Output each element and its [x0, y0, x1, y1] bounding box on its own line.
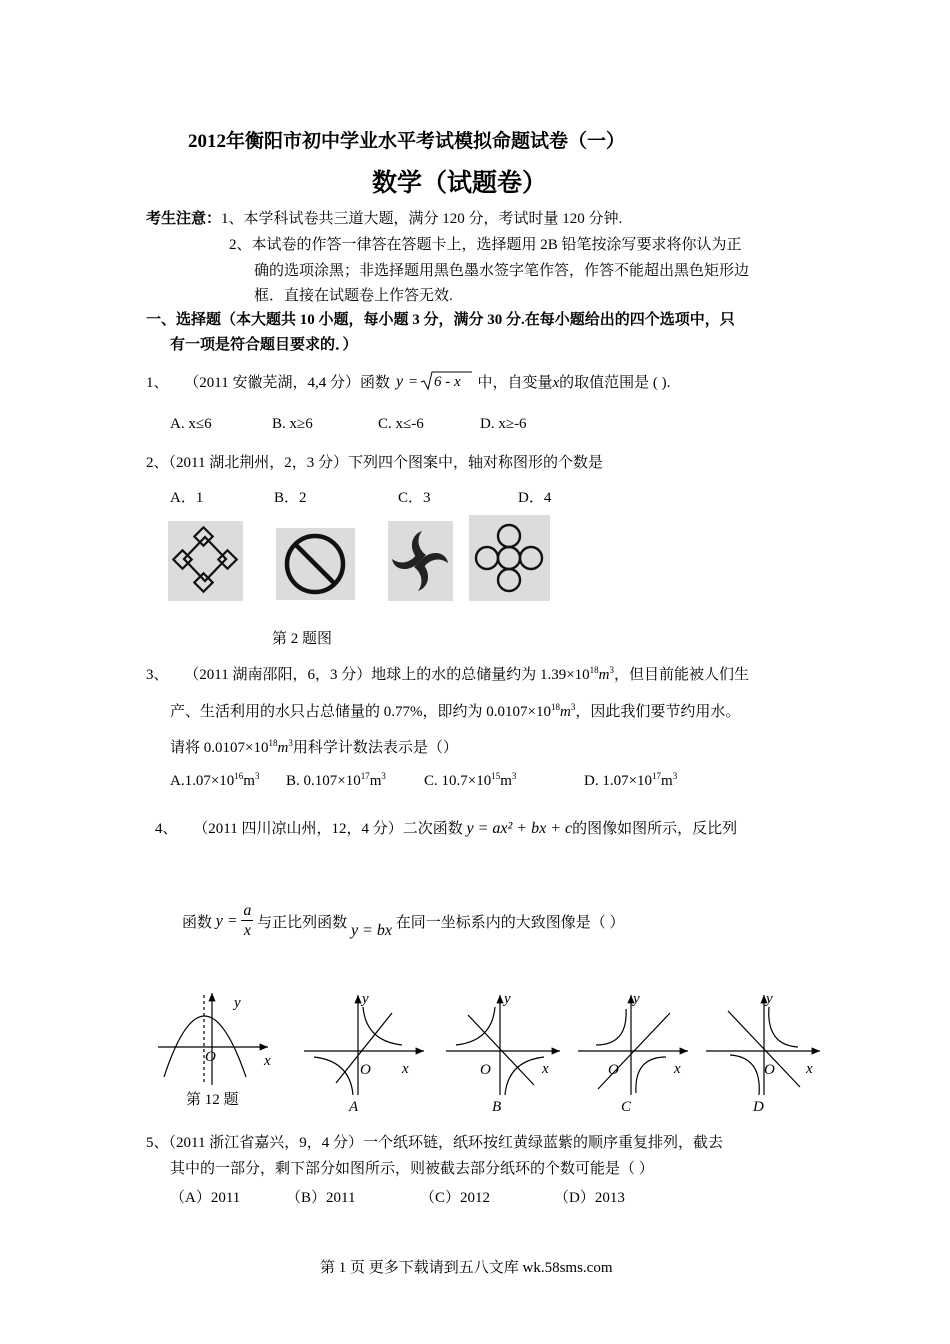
question-2 [146, 451, 603, 472]
q4-formula-2: y = bx [350, 921, 392, 939]
q3-line-2-unit-exp: 3 [570, 702, 576, 712]
q5-option-b: （B）2011 [286, 1190, 356, 1206]
section-1-heading-2: 有一项是符合题目要求的．） [170, 337, 358, 353]
q3-line-1 [146, 663, 749, 684]
circle-slash-svg [276, 528, 355, 600]
q3-option-a-unit: m [243, 773, 255, 789]
notice-item-2-line-2: 确的选项涂黑；非选择题用黑色墨水签字笔作答，作答不能超出黑色矩形边 [254, 263, 750, 279]
q3-option-a-base: A.1.07×10 [170, 773, 235, 789]
graph-b-y-label: y [504, 991, 511, 1007]
diamond-squares-svg [168, 521, 243, 601]
q3-line-1-unit-exp: 3 [609, 665, 615, 675]
graph-b-x-label: x [542, 1061, 549, 1077]
q4-line-1a: （2011 四川凉山州，12，4 分）二次函数 [193, 821, 463, 837]
circle-slash-figure [276, 528, 355, 600]
q5-line-2: 其中的一部分，剩下部分如图所示，则被截去部分纸环的个数可能是（ ） [170, 1161, 654, 1177]
graph-d-origin: O [764, 1062, 775, 1078]
q2-option-a: A．1 [170, 490, 204, 506]
four-circles-svg [469, 515, 550, 601]
notice-line-1 [146, 207, 622, 228]
q1-formula-svg [394, 370, 474, 392]
q3-option-b-exp: 17 [360, 771, 370, 781]
graph-b-line [468, 1015, 534, 1085]
q3-option-c-base: C. 10.7×10 [424, 773, 492, 789]
graph-b-origin: O [480, 1062, 491, 1078]
q3-line-2-exp: 18 [550, 702, 560, 712]
q3-line-2 [170, 700, 740, 721]
q4-line-2b: 与正比列函数 [257, 915, 348, 931]
graph-d-label: D [753, 1099, 764, 1115]
page-footer: 第 1 页 更多下载请到五八文库 wk.58sms.com [320, 1260, 613, 1276]
q2-option-c: C．3 [398, 490, 431, 506]
q4-graphs [150, 985, 830, 1120]
q5-option-a: （A）2011 [170, 1190, 241, 1206]
graph-c-y-label: y [633, 991, 640, 1007]
q4-line-2 [182, 902, 624, 948]
graph-d-hyperbola-2 [730, 1055, 759, 1095]
graph-c-label: C [621, 1099, 632, 1115]
q3-option-d-exp: 17 [652, 771, 662, 781]
pinwheel-figure [388, 521, 453, 601]
q5-option-c: （C）2012 [420, 1190, 491, 1206]
q1-formula [394, 370, 474, 392]
q3-option-c-unit: m [500, 773, 512, 789]
q1-var: x [552, 375, 560, 391]
q1-option-c: C. x≤-6 [378, 416, 424, 432]
q3-option-c-exp: 15 [491, 771, 501, 781]
q3-line-3-unit-exp: 3 [288, 738, 293, 748]
q4-line-1b: 的图像如图所示，反比列 [572, 821, 738, 837]
notice-item-2-line-3: 框．直接在试题卷上作答无效. [254, 288, 453, 304]
q3-line-3b: 用科学计数法表示是（） [292, 740, 458, 756]
q4-frac-den: x [243, 922, 251, 939]
graph-a-y-label: y [362, 991, 369, 1007]
notice-item-2-line-1: 2、本试卷的作答一律答在答题卡上，选择题用 2B 铅笔按涂写要求将你认为正 [229, 237, 742, 253]
q4-line-2a: 函数 [182, 915, 213, 931]
diamond-squares-figure [168, 521, 243, 601]
graph-d-hyperbola-1 [769, 1007, 798, 1047]
q1-formula-eq: = [407, 374, 418, 390]
q1-text-mid: 中，自变量 [477, 375, 553, 391]
graph-d-y-label: y [766, 991, 773, 1007]
q4-line-2c: 在同一坐标系内的大致图像是（ ） [395, 915, 625, 931]
q2-caption: 第 2 题图 [272, 631, 333, 647]
question-1 [146, 370, 670, 392]
exam-subtitle: 数学（试题卷） [372, 170, 548, 197]
q3-option-a-exp: 16 [234, 771, 244, 781]
q3-option-a-uexp: 3 [254, 771, 260, 781]
q3-line-3-unit: m [277, 740, 289, 756]
notice-item-1: 1、本学科试卷共三道大题，满分 120 分，考试时量 120 分钟. [221, 211, 623, 227]
q3-line-2-unit: m [559, 704, 571, 720]
graph-b-hyperbola-2 [505, 1057, 544, 1095]
q1-option-b: B. x≥6 [272, 416, 313, 432]
q5-text-1: （2011 浙江省嘉兴，9，4 分）一个纸环链，纸环按红黄绿蓝紫的顺序重复排列，截去 [168, 1135, 723, 1151]
graph-a-hyperbola-2 [314, 1057, 353, 1095]
q3-option-b-uexp: 3 [381, 771, 386, 781]
section-1-heading: 一、选择题（本大题共 10 小题，每小题 3 分，满分 30 分.在每小题给出的四个选项中，只 [146, 312, 735, 328]
graph-d-x-label: x [806, 1061, 813, 1077]
q4-frac-num: a [243, 902, 252, 919]
q3-option-b-base: B. 0.107×10 [286, 773, 361, 789]
q3-line-3-exp: 18 [268, 738, 278, 748]
q3-line-2a: 产、生活利用的水只占总储量的 0.77%，即约为 0.0107×10 [170, 704, 551, 720]
graph-b-label: B [492, 1099, 502, 1115]
q3-option-a [170, 771, 259, 790]
q3-line-2b: ，因此我们要节约用水。 [575, 704, 741, 720]
graph-a-origin: O [360, 1062, 371, 1078]
q3-line-1-unit: m [598, 667, 610, 683]
graph-c-hyperbola-1 [596, 1009, 626, 1045]
q1-formula-y: y [395, 373, 403, 390]
q1-option-a: A. x≤6 [170, 416, 212, 432]
graph-c-origin: O [608, 1062, 619, 1078]
graph-a-label: A [349, 1099, 359, 1115]
q5-option-d: （D）2013 [554, 1190, 625, 1206]
graph-c-hyperbola-2 [636, 1057, 666, 1093]
q3-line-3 [170, 736, 458, 757]
q4-frac-lhs: y = [215, 912, 238, 930]
q3-line-1b: ，但目前能被人们生 [614, 667, 750, 683]
q1-number: 1、 [146, 375, 169, 391]
parabola-x-label: x [264, 1053, 271, 1069]
q1-text-end: 的取值范围是 ( ). [559, 375, 671, 391]
q4-line-1 [155, 817, 737, 838]
parabola-y-label: y [234, 995, 241, 1011]
q4-number: 4、 [155, 821, 178, 837]
q3-line-1a: （2011 湖南邵阳，6，3 分）地球上的水的总储量约为 1.39×10 [184, 667, 590, 683]
q3-option-d-uexp: 3 [672, 771, 678, 781]
q3-option-c [424, 771, 516, 790]
pinwheel-svg [388, 521, 453, 601]
q3-option-d-unit: m [661, 773, 673, 789]
q5-number: 5、 [146, 1135, 169, 1151]
q3-option-b-unit: m [369, 773, 382, 789]
q3-option-d-base: D. 1.07×10 [584, 773, 653, 789]
notice-label: 考生注意： [146, 211, 222, 227]
q3-option-d [584, 771, 677, 790]
q3-number: 3、 [146, 667, 169, 683]
four-circles-figure [469, 515, 550, 601]
q1-formula-radicand: 6 - x [433, 374, 461, 390]
q2-option-b: B．2 [274, 490, 307, 506]
q3-line-3a: 请将 0.0107×10 [170, 740, 269, 756]
q2-text: （2011 湖北荆州，2，3 分）下列四个图案中，轴对称图形的个数是 [168, 455, 603, 471]
q5-line-1 [146, 1131, 723, 1152]
graph-c-x-label: x [674, 1061, 681, 1077]
q4-fraction [241, 902, 253, 941]
q2-number: 2、 [146, 455, 169, 471]
graph-a-x-label: x [402, 1061, 409, 1077]
parabola-origin: O [205, 1049, 216, 1065]
exam-title: 2012年衡阳市初中学业水平考试模拟命题试卷（一） [188, 131, 626, 152]
graph-a-hyperbola-1 [363, 1007, 402, 1045]
q3-line-1-exp: 18 [589, 665, 599, 675]
graph-b-hyperbola-1 [456, 1007, 495, 1045]
q4-formula-1: y = ax² + bx + c [466, 820, 573, 837]
q2-option-d: D．4 [518, 490, 552, 506]
q4-caption: 第 12 题 [186, 1092, 239, 1108]
q1-option-d: D. x≥-6 [480, 416, 527, 432]
q3-option-c-uexp: 3 [511, 771, 517, 781]
q1-source: （2011 安徽芜湖，4,4 分）函数 [184, 375, 390, 391]
q3-option-b [286, 771, 386, 790]
